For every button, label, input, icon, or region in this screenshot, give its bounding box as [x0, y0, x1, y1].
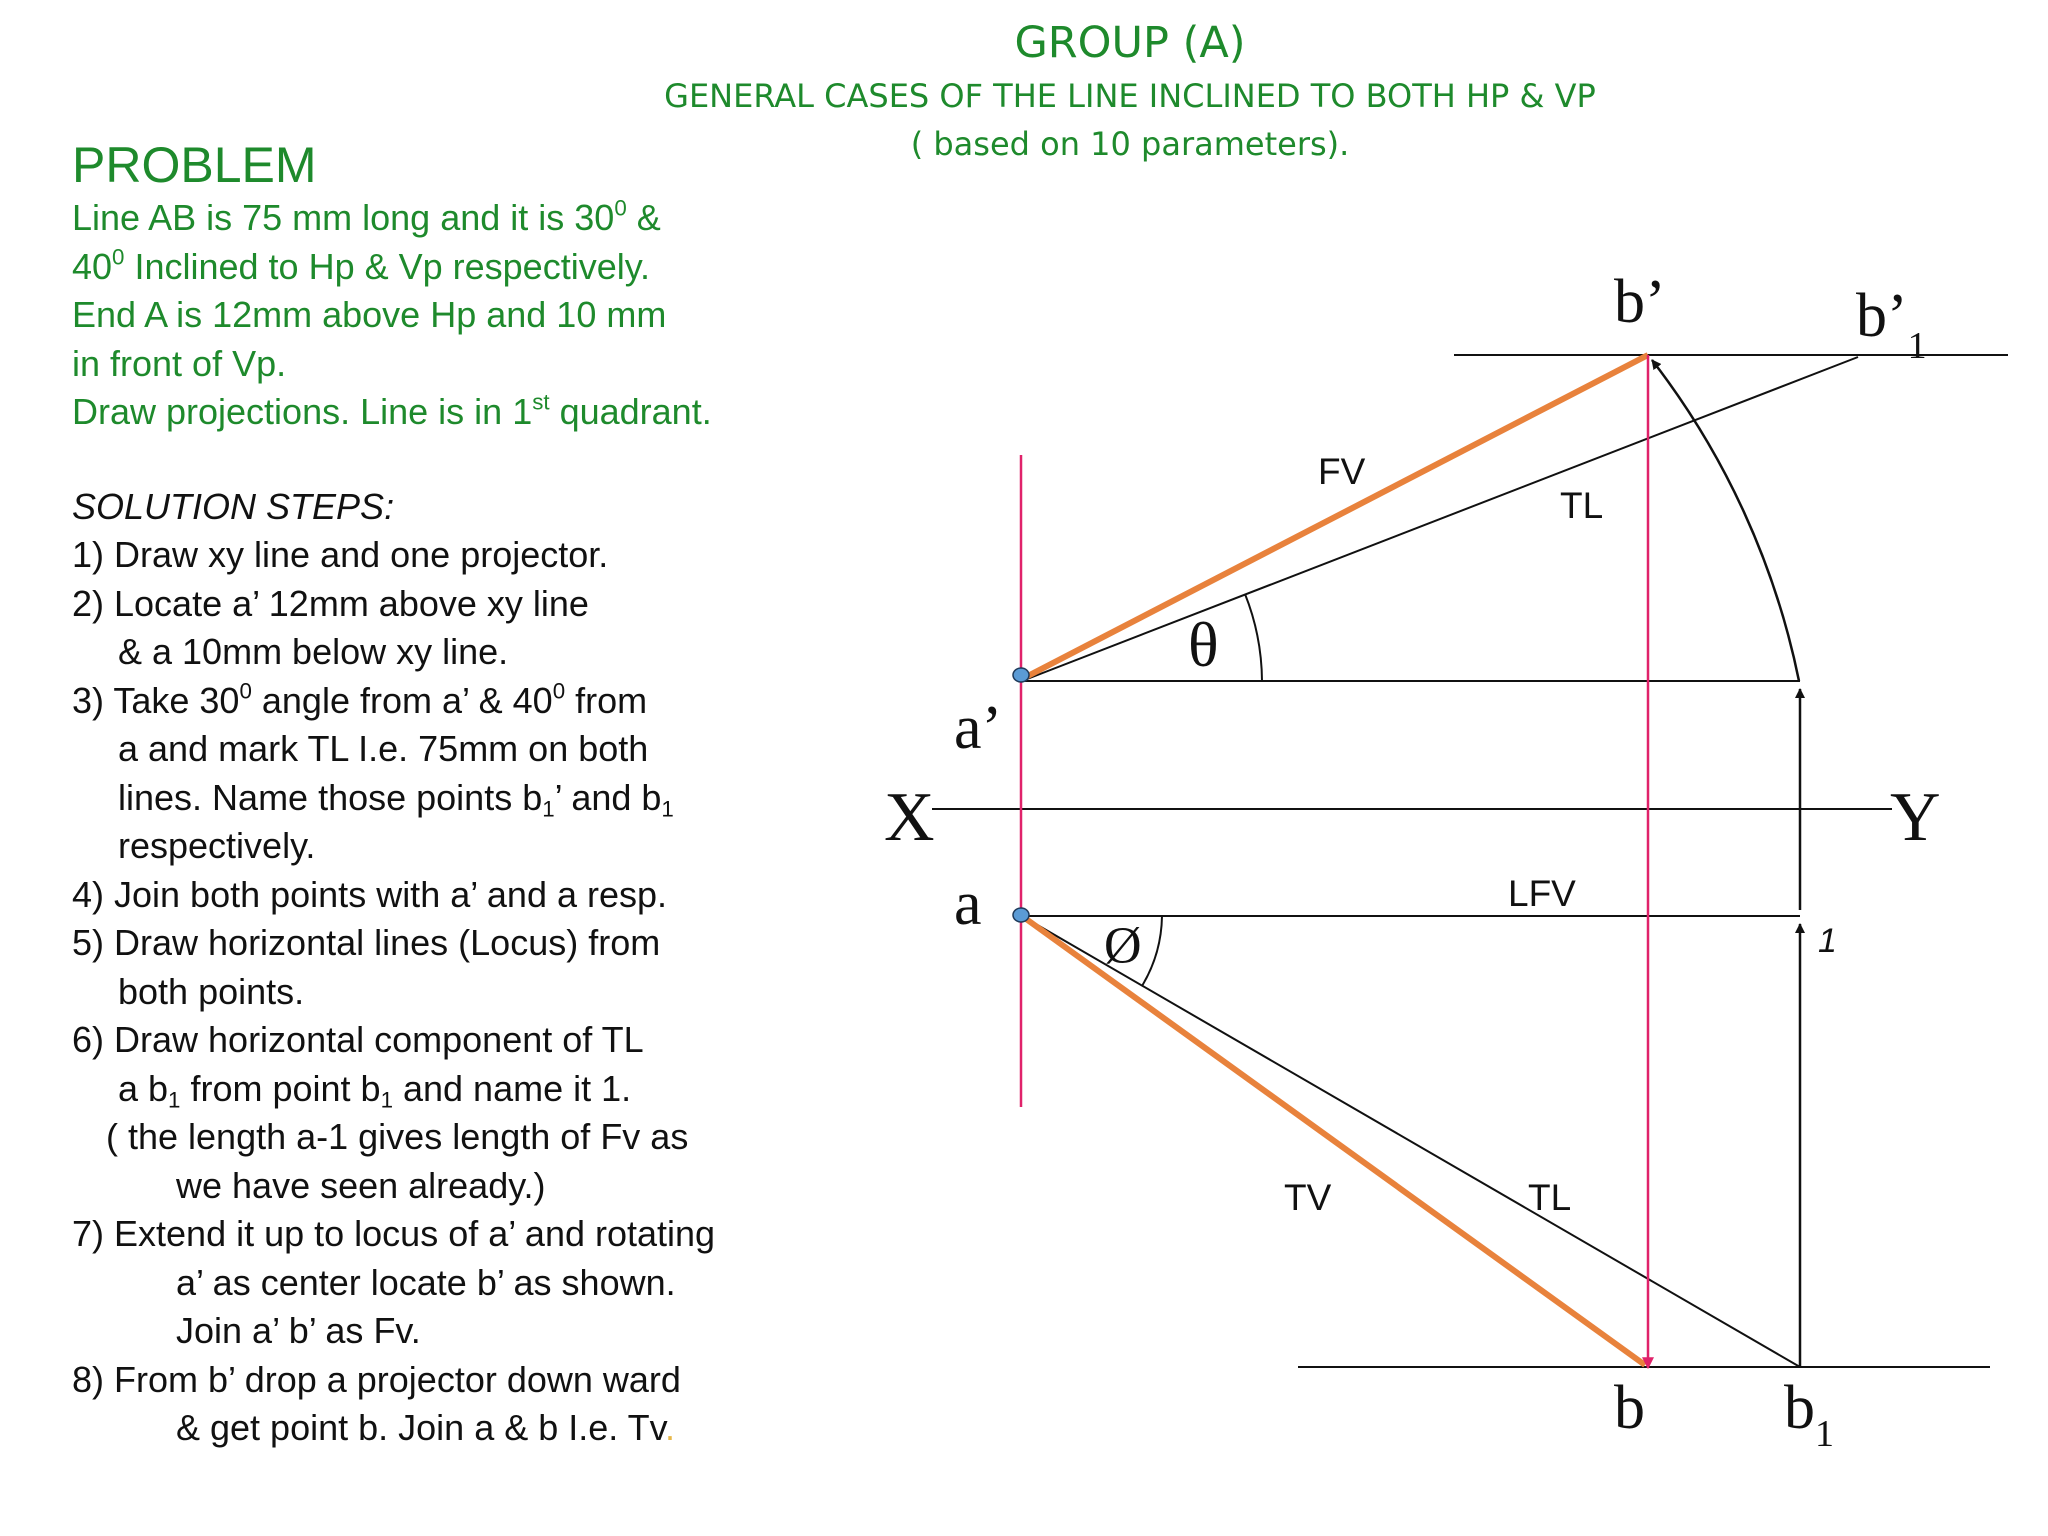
step-8-line-2: & get point b. Join a & b I.e. Tv. [176, 1407, 675, 1448]
label-fv: FV [1318, 451, 1366, 492]
label-b1: $b_1$ [1784, 1374, 1834, 1455]
problem-line-4: in front of Vp. [72, 342, 287, 384]
solution-title: SOLUTION STEPS: [72, 486, 395, 527]
label-lfv: LFV [1508, 873, 1576, 914]
theta-arc [1245, 594, 1262, 681]
group-title: GROUP (A) [1014, 18, 1246, 68]
step-3-line-2: a and mark TL I.e. 75mm on both [118, 728, 649, 769]
label-b: b [1614, 1374, 1645, 1442]
problem-line-2: $40^0$ Inclined to Hp & Vp respectively. [72, 244, 651, 287]
problem-line-3: End A is 12mm above Hp and 10 mm [72, 294, 667, 335]
step-2-line-2: & a 10mm below xy line. [118, 631, 509, 672]
label-y: Y [1890, 779, 1941, 856]
point-a-prime [1013, 668, 1029, 682]
step-5-line-1: 5) Draw horizontal lines (Locus) from [72, 922, 661, 963]
step-1: 1) Draw xy line and one projector. [72, 534, 609, 575]
step-6-line-4: we have seen already.) [176, 1164, 546, 1206]
phi-arc [1142, 916, 1162, 986]
step-2-line-1: 2) Locate a’ 12mm above xy line [72, 582, 589, 624]
problem-title: PROBLEM [72, 137, 317, 193]
step-7-line-3: Join a’ b’ as Fv. [176, 1310, 421, 1351]
label-phi: Ø [1104, 917, 1142, 974]
step-6-line-1: 6) Draw horizontal component of TL [72, 1019, 644, 1060]
group-subtitle: GENERAL CASES OF THE LINE INCLINED TO BOTH HP & VP [664, 77, 1596, 115]
problem-line-1: Line AB is 75 mm long and it is $30^0$ & [72, 195, 661, 238]
tl-line-top [1022, 357, 1858, 681]
point-a [1013, 908, 1029, 922]
step-7-line-1: 7) Extend it up to locus of a’ and rotating [72, 1213, 716, 1254]
step-3-line-3: lines. Name those points $b_1$’ and $b_1$ [118, 776, 674, 822]
fv-line [1022, 355, 1648, 679]
label-b-prime: b’ [1614, 268, 1666, 336]
label-a-prime: a’ [954, 694, 1003, 762]
label-theta: θ [1188, 609, 1219, 680]
label-tl-top: TL [1560, 485, 1604, 526]
step-4: 4) Join both points with a’ and a resp. [72, 873, 668, 915]
group-note: ( based on 10 parameters). [910, 125, 1350, 163]
problem-line-5: Draw projections. Line is in 1st quadrant. [72, 389, 712, 432]
step-3-line-4: respectively. [118, 825, 316, 866]
tl-line-bottom [1022, 916, 1800, 1367]
label-one: 1 [1818, 922, 1837, 960]
step-6-line-3: ( the length a-1 gives length of Fv as [106, 1116, 689, 1157]
step-3-line-1: 3) Take $30^0$ angle from a’ & $40^0$ from [72, 678, 648, 721]
tv-line [1022, 916, 1645, 1365]
step-5-line-2: both points. [118, 970, 305, 1012]
label-x: X [884, 779, 935, 856]
label-a: a [954, 870, 982, 938]
label-b1-prime: $b’_1$ [1856, 282, 1927, 367]
label-tl-bottom: TL [1528, 1177, 1572, 1218]
step-6-line-2: a $b_1$ from point $b_1$ and name it 1. [118, 1067, 632, 1113]
step-8-line-1: 8) From b’ drop a projector down ward [72, 1358, 681, 1400]
step-7-line-2: a’ as center locate b’ as shown. [176, 1261, 676, 1303]
label-tv: TV [1284, 1177, 1332, 1218]
